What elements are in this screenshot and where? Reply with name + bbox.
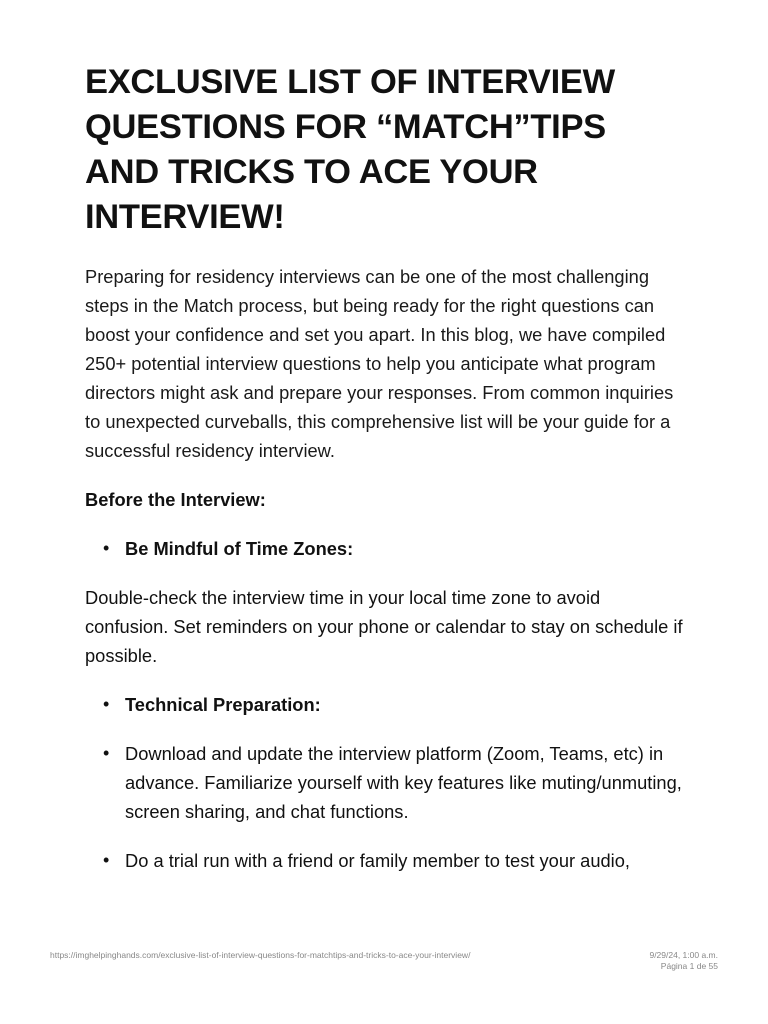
intro-paragraph: Preparing for residency interviews can be one of the most challenging steps in the Match process, but being ready for the right questions can boost your confidence and set you apart. In this blog, we have compiled 250+ potential interview questions to help you anticipate what program directors might ask and prepare your responses. From common inquiries to unexpected curveballs, this comprehensive list will be your guide for a successful residency interview. (85, 266, 674, 461)
footer-url: https://imghelpinghands.com/exclusive-list-of-interview-questions-for-matchtips-and-tricks-to-ace-your-interview/ (50, 950, 471, 960)
list-item (85, 846, 685, 875)
time-zones-paragraph: Double-check the interview time in your local time zone to avoid confusion. Set reminders on your phone or calendar to stay on schedule if possible. (85, 587, 683, 666)
bullet-icon: • (103, 850, 110, 870)
list-item-label: Be Mindful of Time Zones: (125, 538, 354, 559)
bullet-list-time-zones (85, 534, 685, 563)
list-item (85, 739, 685, 826)
list-item (85, 534, 685, 563)
footer-meta (649, 950, 718, 972)
section-heading: Before the Interview: (85, 489, 266, 510)
list-item-label: Technical Preparation: (125, 694, 321, 715)
list-item-text: Do a trial run with a friend or family member to test your audio, (125, 850, 630, 871)
footer-datetime: 9/29/24, 1:00 a.m. (649, 950, 718, 960)
bullet-icon: • (103, 538, 110, 558)
article-title: EXCLUSIVE LIST OF INTERVIEW QUESTIONS FOR “MATCH”TIPS AND TRICKS TO ACE YOUR INTERVIEW! (85, 63, 615, 236)
footer-page-number: Página 1 de 55 (660, 961, 718, 971)
bullet-list-trial-run (85, 846, 685, 875)
bullet-list-technical (85, 690, 685, 719)
article (85, 60, 685, 875)
bullet-icon: • (103, 694, 110, 714)
list-item-text: Download and update the interview platform (Zoom, Teams, etc) in advance. Familiarize yourself with key features like muting/unmuting, screen sharing, and chat functions. (125, 743, 682, 822)
bullet-list-download (85, 739, 685, 826)
list-item (85, 690, 685, 719)
bullet-icon: • (103, 743, 110, 763)
